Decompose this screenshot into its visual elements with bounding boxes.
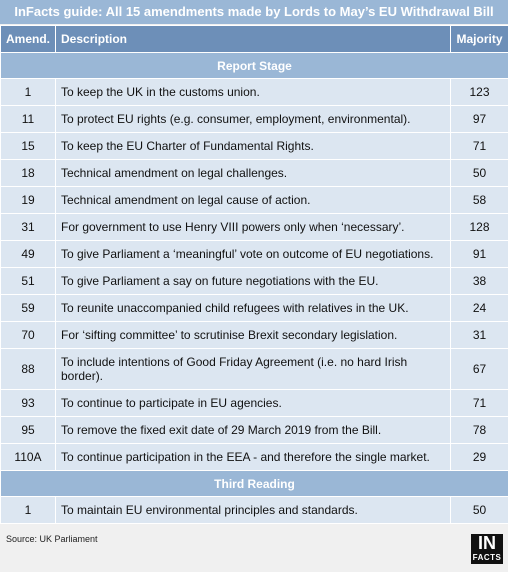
amend-cell: 51 <box>1 268 56 295</box>
majority-cell: 50 <box>451 160 508 187</box>
amend-cell: 1 <box>1 79 56 106</box>
source-note: Source: UK Parliament <box>6 534 98 544</box>
infacts-logo <box>471 534 503 564</box>
amend-cell: 59 <box>1 295 56 322</box>
table-row <box>1 133 508 160</box>
table-row <box>1 349 508 390</box>
description-cell: To keep the EU Charter of Fundamental Rights. <box>56 133 451 160</box>
description-cell: To protect EU rights (e.g. consumer, employment, environmental). <box>56 106 451 133</box>
majority-cell: 71 <box>451 390 508 417</box>
table-title: InFacts guide: All 15 amendments made by Lords to May’s EU Withdrawal Bill <box>0 0 508 24</box>
majority-cell: 38 <box>451 268 508 295</box>
amend-cell: 88 <box>1 349 56 390</box>
amend-cell: 93 <box>1 390 56 417</box>
description-cell: To continue to participate in EU agencies. <box>56 390 451 417</box>
amend-cell: 49 <box>1 241 56 268</box>
description-cell: To remove the fixed exit date of 29 March 2019 from the Bill. <box>56 417 451 444</box>
amend-cell: 95 <box>1 417 56 444</box>
amend-cell: 18 <box>1 160 56 187</box>
amendments-table <box>0 25 508 524</box>
description-cell: To maintain EU environmental principles and standards. <box>56 497 451 524</box>
majority-cell: 91 <box>451 241 508 268</box>
table-row <box>1 390 508 417</box>
majority-cell: 123 <box>451 79 508 106</box>
amend-cell: 70 <box>1 322 56 349</box>
section-row <box>1 471 508 497</box>
table-row <box>1 295 508 322</box>
description-cell: Technical amendment on legal cause of action. <box>56 187 451 214</box>
amend-cell: 11 <box>1 106 56 133</box>
table-row <box>1 322 508 349</box>
table-row <box>1 268 508 295</box>
table-row <box>1 241 508 268</box>
table-row <box>1 417 508 444</box>
table-row <box>1 444 508 471</box>
header-amend: Amend. <box>1 26 56 53</box>
logo-line-2: FACTS <box>472 553 502 562</box>
amend-cell: 110A <box>1 444 56 471</box>
description-cell: To continue participation in the EEA - and therefore the single market. <box>56 444 451 471</box>
majority-cell: 71 <box>451 133 508 160</box>
majority-cell: 97 <box>451 106 508 133</box>
description-cell: To give Parliament a say on future negotiations with the EU. <box>56 268 451 295</box>
amend-cell: 19 <box>1 187 56 214</box>
logo-line-1: IN <box>478 533 496 553</box>
header-row <box>1 26 508 53</box>
description-cell: To give Parliament a ‘meaningful’ vote on outcome of EU negotiations. <box>56 241 451 268</box>
amend-cell: 15 <box>1 133 56 160</box>
majority-cell: 67 <box>451 349 508 390</box>
majority-cell: 31 <box>451 322 508 349</box>
majority-cell: 78 <box>451 417 508 444</box>
table-row <box>1 160 508 187</box>
description-cell: Technical amendment on legal challenges. <box>56 160 451 187</box>
majority-cell: 58 <box>451 187 508 214</box>
section-label: Third Reading <box>1 471 508 497</box>
section-row <box>1 53 508 79</box>
table-row <box>1 214 508 241</box>
table-row <box>1 187 508 214</box>
description-cell: For government to use Henry VIII powers only when ‘necessary’. <box>56 214 451 241</box>
section-label: Report Stage <box>1 53 508 79</box>
description-cell: To keep the UK in the customs union. <box>56 79 451 106</box>
description-cell: To include intentions of Good Friday Agreement (i.e. no hard Irish border). <box>56 349 451 390</box>
amend-cell: 1 <box>1 497 56 524</box>
header-majority: Majority <box>451 26 508 53</box>
majority-cell: 128 <box>451 214 508 241</box>
description-cell: For ‘sifting committee’ to scrutinise Brexit secondary legislation. <box>56 322 451 349</box>
amend-cell: 31 <box>1 214 56 241</box>
majority-cell: 50 <box>451 497 508 524</box>
majority-cell: 29 <box>451 444 508 471</box>
majority-cell: 24 <box>451 295 508 322</box>
table-row <box>1 79 508 106</box>
table-row <box>1 497 508 524</box>
description-cell: To reunite unaccompanied child refugees with relatives in the UK. <box>56 295 451 322</box>
header-description: Description <box>56 26 451 53</box>
table-row <box>1 106 508 133</box>
